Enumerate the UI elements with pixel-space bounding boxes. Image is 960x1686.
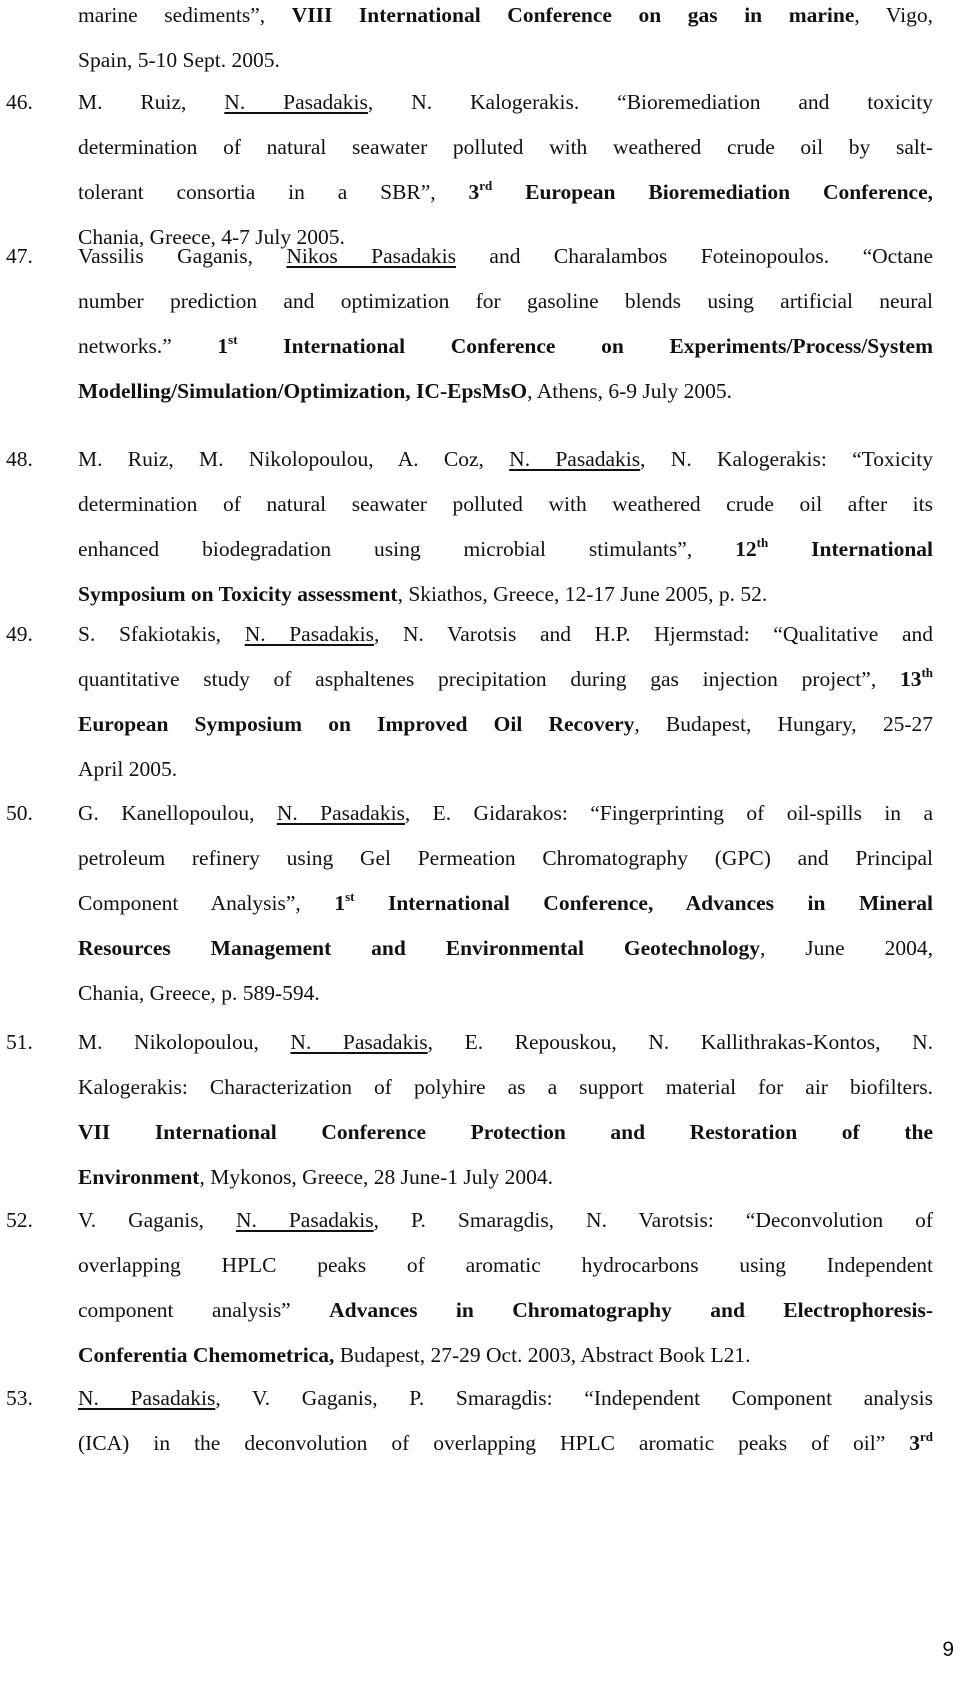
text-segment: 3 xyxy=(909,1431,920,1455)
underlined-author: N. Pasadakis xyxy=(78,1386,216,1410)
text-segment: , June 2004, xyxy=(760,936,933,960)
underlined-author: N. Pasadakis xyxy=(290,1030,428,1054)
text-line xyxy=(78,1288,933,1333)
text-segment: Component Analysis”, xyxy=(78,891,335,915)
underlined-author: N. Pasadakis xyxy=(509,447,641,471)
text-segment: , N. Kalogerakis: “Toxicity xyxy=(640,447,934,471)
reference-text xyxy=(78,1198,933,1378)
reference-number: 53. xyxy=(6,1386,33,1410)
superscript: st xyxy=(228,332,238,347)
text-segment: Chania, Greece, p. 589-594. xyxy=(78,981,320,1005)
text-segment: and Charalambos Foteinopoulos. “Octane xyxy=(455,244,933,268)
text-segment: International Conference on Experiments/Process/System xyxy=(237,334,933,358)
text-segment: , Mykonos, Greece, 28 June-1 July 2004. xyxy=(199,1165,553,1189)
reference-text xyxy=(78,1376,933,1466)
text-line xyxy=(78,971,933,1016)
text-line xyxy=(78,170,933,215)
text-line xyxy=(78,369,933,414)
text-line xyxy=(78,572,933,617)
text-segment: G. Kanellopoulou, xyxy=(78,801,277,825)
text-segment: marine sediments”, xyxy=(78,3,292,27)
text-line xyxy=(78,702,933,747)
reference-number: 49. xyxy=(6,622,33,646)
text-segment: Environment xyxy=(78,1165,200,1189)
reference-text xyxy=(78,80,933,260)
text-segment: 13 xyxy=(899,667,922,691)
text-line xyxy=(78,234,933,279)
text-segment: European Symposium on Improved Oil Recovery xyxy=(78,712,635,736)
text-segment: International Conference, Advances in Mineral xyxy=(354,891,934,915)
superscript: th xyxy=(756,535,769,550)
text-segment: , N. Kalogerakis. “Bioremediation and toxicity xyxy=(367,90,933,114)
text-line xyxy=(78,747,933,792)
superscript: rd xyxy=(479,178,493,193)
text-segment: networks.” xyxy=(78,334,218,358)
text-segment: V. Gaganis, xyxy=(78,1208,236,1232)
text-segment: quantitative study of asphaltenes precipitation during gas injection project”, xyxy=(78,667,900,691)
underlined-author: N. Pasadakis xyxy=(235,1208,374,1232)
text-segment: M. Ruiz, xyxy=(78,90,225,114)
text-segment: overlapping HPLC peaks of aromatic hydrocarbons using Independent xyxy=(78,1253,933,1277)
text-segment: Conferentia Chemometrica, xyxy=(78,1343,335,1367)
text-segment: Spain, 5-10 Sept. 2005. xyxy=(78,48,280,72)
text-segment: S. Sfakiotakis, xyxy=(78,622,245,646)
text-segment: M. Nikolopoulou, xyxy=(78,1030,291,1054)
text-segment: enhanced biodegradation using microbial stimulants”, xyxy=(78,537,736,561)
reference-number: 50. xyxy=(6,801,33,825)
reference-entry xyxy=(0,1198,933,1378)
text-line xyxy=(78,612,933,657)
text-segment: determination of natural seawater polluted with weathered crude oil after its xyxy=(78,492,933,516)
text-segment: Kalogerakis: Characterization of polyhire as a support material for air biofilters. xyxy=(78,1075,933,1099)
text-segment: petroleum refinery using Gel Permeation Chromatography (GPC) and Principal xyxy=(78,846,933,870)
text-segment: tolerant consortia in a SBR”, xyxy=(78,180,469,204)
reference-entry xyxy=(0,234,933,414)
reference-number: 46. xyxy=(6,90,33,114)
text-segment: European Bioremediation Conference, xyxy=(492,180,933,204)
text-segment: VII International Conference Protection and Restoration of the xyxy=(78,1120,933,1144)
text-segment: April 2005. xyxy=(78,757,178,781)
text-line xyxy=(78,881,933,926)
text-line xyxy=(78,1155,933,1200)
reference-number: 47. xyxy=(6,244,33,268)
text-line xyxy=(78,38,933,83)
text-line xyxy=(78,1243,933,1288)
text-segment: 12 xyxy=(735,537,757,561)
underlined-author: N. Pasadakis xyxy=(244,622,374,646)
superscript: st xyxy=(345,889,355,904)
reference-text xyxy=(78,437,933,617)
text-line xyxy=(78,1198,933,1243)
text-line xyxy=(78,1110,933,1155)
text-segment: , Budapest, Hungary, 25-27 xyxy=(634,712,933,736)
text-segment: International xyxy=(768,537,934,561)
text-line xyxy=(78,482,933,527)
text-segment: Budapest, 27-29 Oct. 2003, Abstract Book L21. xyxy=(334,1343,751,1367)
page-number: 9 xyxy=(942,1638,954,1661)
text-line xyxy=(78,279,933,324)
text-segment: , E. Gidarakos: “Fingerprinting of oil-spills in a xyxy=(404,801,933,825)
text-line xyxy=(78,324,933,369)
reference-entry xyxy=(0,1376,933,1466)
reference-text xyxy=(78,0,933,83)
text-segment: Advances in Chromatography and Electrophoresis- xyxy=(329,1298,933,1322)
reference-text xyxy=(78,612,933,792)
text-line xyxy=(78,836,933,881)
reference-number: 52. xyxy=(6,1208,33,1232)
text-line xyxy=(78,657,933,702)
text-segment: Modelling/Simulation/Optimization, IC-EpsMsO xyxy=(78,379,528,403)
reference-number: 48. xyxy=(6,447,33,471)
text-line xyxy=(78,125,933,170)
text-segment: 1 xyxy=(217,334,229,358)
text-segment: M. Ruiz, M. Nikolopoulou, A. Coz, xyxy=(78,447,510,471)
text-segment: , Vigo, xyxy=(854,3,933,27)
text-line xyxy=(78,437,933,482)
text-line xyxy=(78,791,933,836)
text-line xyxy=(78,1333,933,1378)
text-segment: component analysis” xyxy=(78,1298,330,1322)
underlined-author: N. Pasadakis xyxy=(276,801,405,825)
reference-number: 51. xyxy=(6,1030,33,1054)
underlined-author: N. Pasadakis xyxy=(224,90,368,114)
reference-text xyxy=(78,791,933,1016)
text-segment: number prediction and optimization for gasoline blends using artificial neural xyxy=(78,289,933,313)
text-line xyxy=(78,80,933,125)
text-line xyxy=(78,1376,933,1421)
reference-entry xyxy=(0,791,933,1016)
reference-entry xyxy=(0,1020,933,1200)
reference-entry xyxy=(0,80,933,260)
text-segment: 3 xyxy=(468,180,480,204)
underlined-author: Nikos Pasadakis xyxy=(286,244,456,268)
text-line xyxy=(78,0,933,38)
text-segment: Chania, Greece, 4-7 July 2005. xyxy=(78,225,345,249)
text-line xyxy=(78,926,933,971)
superscript: th xyxy=(921,665,933,680)
text-segment: , E. Repouskou, N. Kallithrakas-Kontos, N. xyxy=(427,1030,933,1054)
text-segment: , Skiathos, Greece, 12-17 June 2005, p. 52. xyxy=(397,582,768,606)
text-segment: Symposium on Toxicity assessment xyxy=(78,582,398,606)
text-segment: , Athens, 6-9 July 2005. xyxy=(527,379,733,403)
text-segment: , V. Gaganis, P. Smaragdis: “Independent Component analysis xyxy=(215,1386,933,1410)
text-segment: , P. Smaragdis, N. Varotsis: “Deconvolution of xyxy=(373,1208,933,1232)
reference-entry xyxy=(0,437,933,617)
text-segment: Resources Management and Environmental Geotechnology xyxy=(78,936,760,960)
text-line xyxy=(78,1020,933,1065)
reference-text xyxy=(78,234,933,414)
text-segment: Vassilis Gaganis, xyxy=(78,244,287,268)
reference-entry xyxy=(0,0,933,83)
text-line xyxy=(78,1421,933,1466)
superscript: rd xyxy=(920,1429,933,1444)
reference-text xyxy=(78,1020,933,1200)
text-segment: (ICA) in the deconvolution of overlapping HPLC aromatic peaks of oil” xyxy=(78,1431,910,1455)
text-line xyxy=(78,1065,933,1110)
text-segment: , N. Varotsis and H.P. Hjermstad: “Qualitative and xyxy=(374,622,933,646)
text-line xyxy=(78,527,933,572)
text-segment: 1 xyxy=(334,891,346,915)
reference-entry xyxy=(0,612,933,792)
text-segment: determination of natural seawater polluted with weathered crude oil by salt- xyxy=(78,135,933,159)
text-segment: VIII International Conference on gas in marine xyxy=(291,3,855,27)
